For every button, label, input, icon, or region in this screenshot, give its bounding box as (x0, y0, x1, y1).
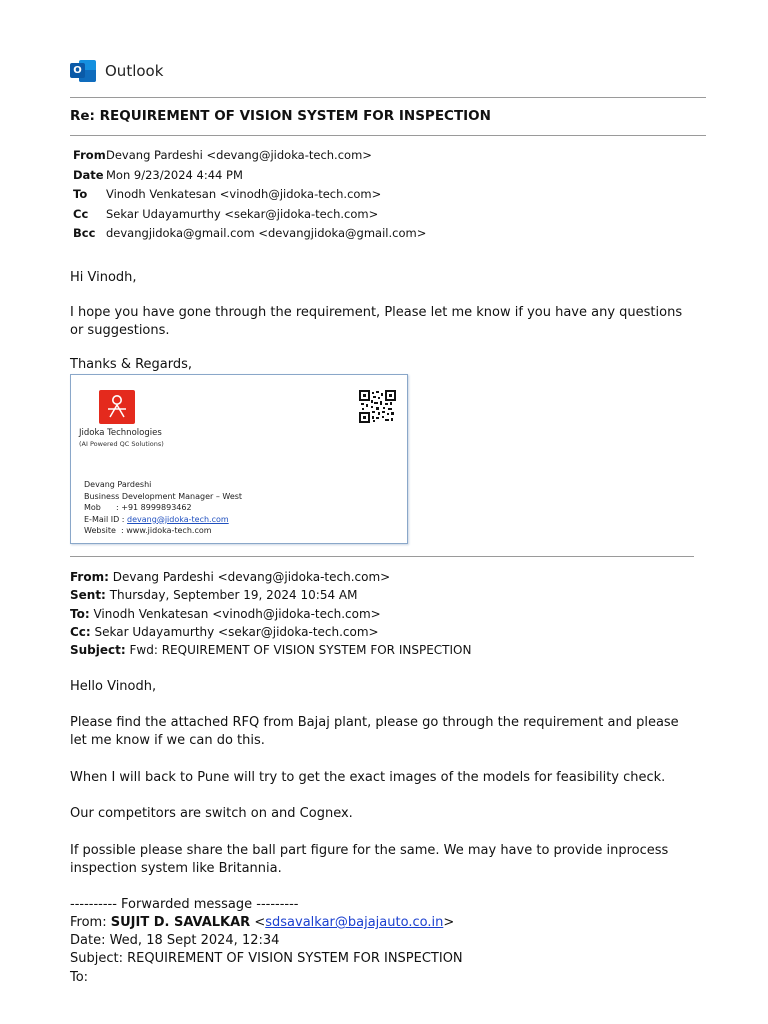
signature-email-link[interactable]: devang@jidoka-tech.com (127, 514, 229, 524)
signature-company: Jidoka Technologies (79, 428, 162, 438)
fwd-sent-label: Sent: (70, 588, 106, 603)
outlook-icon (70, 59, 96, 83)
signature-mobile (84, 502, 242, 514)
orig-from-email-link[interactable]: sdsavalkar@bajajauto.co.in (265, 915, 444, 930)
fwd-paragraph-4: If possible please share the ball part figure for the same. We may have to provide inprocess inspection system like Britannia. (70, 843, 669, 876)
signature-details (84, 479, 242, 537)
meta-value[interactable]: devangjidoka@gmail.com <devangjidoka@gmail.com> (106, 226, 427, 240)
meta-label: Date (73, 167, 104, 182)
outlook-icon-letter: O (70, 63, 85, 78)
orig-from-email-wrap: <sdsavalkar@bajajauto.co.in> (254, 915, 455, 930)
meta-row-from (73, 146, 426, 166)
app-name: Outlook (105, 62, 164, 80)
orig-from-row (70, 914, 454, 932)
fwd-subject-value: Fwd: REQUIREMENT OF VISION SYSTEM FOR INSPECTION (129, 643, 472, 658)
jidoka-logo-icon (99, 390, 135, 424)
signature-email-label: E-Mail ID : (84, 514, 125, 524)
signature-website (84, 525, 242, 537)
meta-value[interactable]: Devang Pardeshi <devang@jidoka-tech.com> (106, 148, 372, 162)
signature-email (84, 514, 242, 526)
fwd-cc-label: Cc: (70, 624, 91, 639)
qr-code-icon (359, 390, 396, 423)
forwarded-header (70, 568, 471, 659)
email-meta (73, 146, 426, 244)
orig-from-label: From: (70, 915, 107, 930)
app-header (70, 58, 163, 84)
fwd-paragraph-1: Please find the attached RFQ from Bajaj plant, please go through the requirement and please let me know if we can do this. (70, 715, 679, 748)
meta-value: Mon 9/23/2024 4:44 PM (106, 167, 243, 182)
fwd-greeting: Hello Vinodh, (70, 679, 157, 694)
orig-from-name: SUJIT D. SAVALKAR (110, 915, 251, 930)
signature-website-value[interactable]: : www.jidoka-tech.com (121, 526, 212, 535)
meta-label: Cc (73, 206, 89, 221)
meta-row-date (73, 166, 426, 186)
email-subject: Re: REQUIREMENT OF VISION SYSTEM FOR INSPECTION (70, 108, 491, 124)
fwd-marker: ---------- Forwarded message --------- (70, 897, 299, 912)
signature-mob-value: : +91 8999893462 (116, 503, 192, 512)
fwd-from-label: From: (70, 570, 109, 584)
fwd-paragraph-2: When I will back to Pune will try to get the exact images of the models for feasibility check. (70, 770, 666, 785)
fwd-to-row (70, 605, 471, 623)
meta-label: Bcc (73, 226, 96, 240)
subject-divider (70, 135, 706, 136)
meta-value[interactable]: Sekar Udayamurthy <sekar@jidoka-tech.com> (106, 206, 379, 221)
fwd-subject-label: Subject: (70, 643, 126, 658)
signature-card (70, 374, 408, 544)
orig-to: To: (70, 970, 89, 985)
meta-value[interactable]: Vinodh Venkatesan <vinodh@jidoka-tech.com> (106, 187, 382, 201)
meta-label: To (73, 187, 88, 201)
meta-row-cc (73, 205, 426, 225)
fwd-cc-row (70, 623, 471, 641)
fwd-sent-row (70, 586, 471, 604)
fwd-from-row (70, 568, 471, 586)
fwd-paragraph-3: Our competitors are switch on and Cognex. (70, 806, 353, 821)
fwd-to-value: Vinodh Venkatesan <vinodh@jidoka-tech.com> (93, 606, 381, 621)
header-divider (70, 97, 706, 98)
signature-tagline: (AI Powered QC Solutions) (79, 440, 164, 448)
fwd-to-label: To: (70, 606, 90, 621)
forward-divider (70, 556, 694, 557)
orig-date: Date: Wed, 18 Sept 2024, 12:34 (70, 933, 280, 948)
orig-subject: Subject: REQUIREMENT OF VISION SYSTEM FOR INSPECTION (70, 951, 463, 966)
fwd-subject-row (70, 641, 471, 659)
fwd-from-value: Devang Pardeshi <devang@jidoka-tech.com> (112, 570, 391, 584)
meta-row-bcc (73, 224, 426, 244)
signature-website-label: Website (84, 526, 116, 535)
fwd-sent-value: Thursday, September 19, 2024 10:54 AM (109, 588, 358, 603)
signature-name: Devang Pardeshi (84, 480, 152, 489)
signature-mob-label: Mob (84, 503, 101, 512)
fwd-cc-value: Sekar Udayamurthy <sekar@jidoka-tech.com> (94, 624, 379, 639)
email-greeting: Hi Vinodh, (70, 270, 137, 285)
meta-row-to (73, 185, 426, 205)
meta-label: From (73, 148, 106, 162)
signature-title: Business Development Manager – West (84, 491, 243, 501)
email-signoff: Thanks & Regards, (70, 357, 193, 372)
email-message: I hope you have gone through the requirement, Please let me know if you have any questions or suggestions. (70, 305, 683, 338)
